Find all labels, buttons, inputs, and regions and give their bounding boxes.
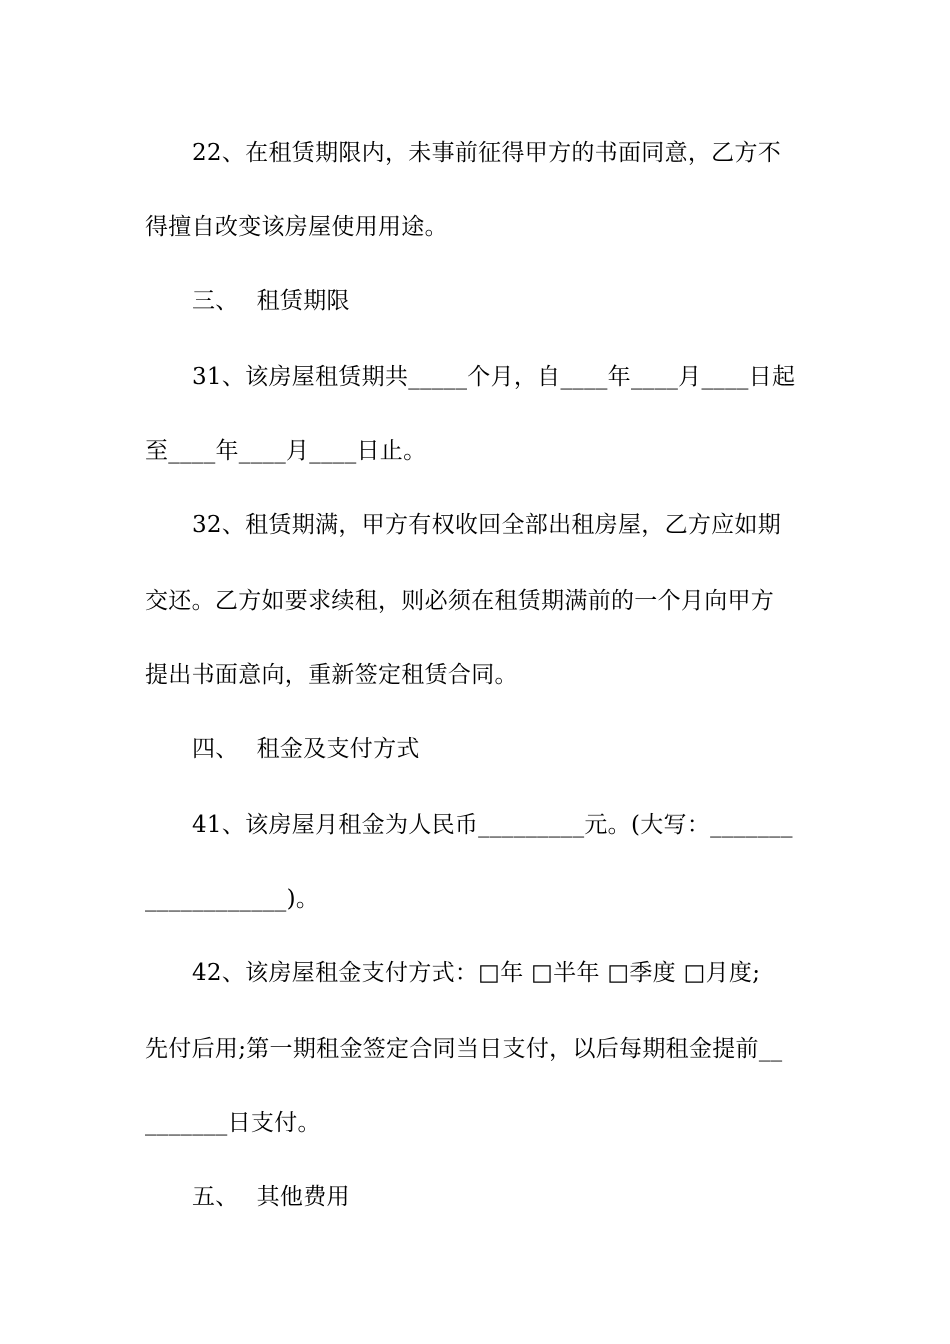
- section-5-heading: [192, 1182, 807, 1212]
- clause-42-line-3: _______日支付。: [145, 1110, 321, 1136]
- clause-22-line-2: 得擅自改变该房屋使用用途。: [145, 214, 448, 240]
- section-3-title: 租赁期限: [256, 288, 350, 314]
- clause-31-line-1: 31、该房屋租赁期共_____个月，自____年____月____日起: [192, 364, 796, 390]
- section-4-number: 四、: [192, 736, 239, 762]
- section-3-number: 三、: [192, 288, 239, 314]
- clause-42-line-1: 42、该房屋租金支付方式：□年 □半年 □季度 □月度;: [192, 960, 761, 986]
- clause-32-line-2: 交还。乙方如要求续租，则必须在租赁期满前的一个月向甲方: [145, 588, 775, 614]
- clause-32-line-3: 提出书面意向，重新签定租赁合同。: [145, 662, 518, 688]
- clause-31-line-2: 至____年____月____日止。: [145, 438, 427, 464]
- clause-41-line-2: ____________)。: [145, 886, 320, 912]
- section-5-title: 其他费用: [256, 1184, 350, 1210]
- section-4-title: 租金及支付方式: [256, 736, 420, 762]
- section-3-heading: [192, 286, 807, 316]
- clause-32-line-1: 32、租赁期满，甲方有权收回全部出租房屋，乙方应如期: [192, 512, 782, 538]
- clause-42-line-2: 先付后用;第一期租金签定合同当日支付，以后每期租金提前__: [145, 1036, 783, 1062]
- section-4-heading: [192, 734, 807, 764]
- clause-41-line-1: 41、该房屋月租金为人民币_________元。(大写：_______: [192, 812, 793, 838]
- section-5-number: 五、: [192, 1184, 239, 1210]
- clause-22-line-1: 22、在租赁期限内，未事前征得甲方的书面同意，乙方不: [192, 140, 782, 166]
